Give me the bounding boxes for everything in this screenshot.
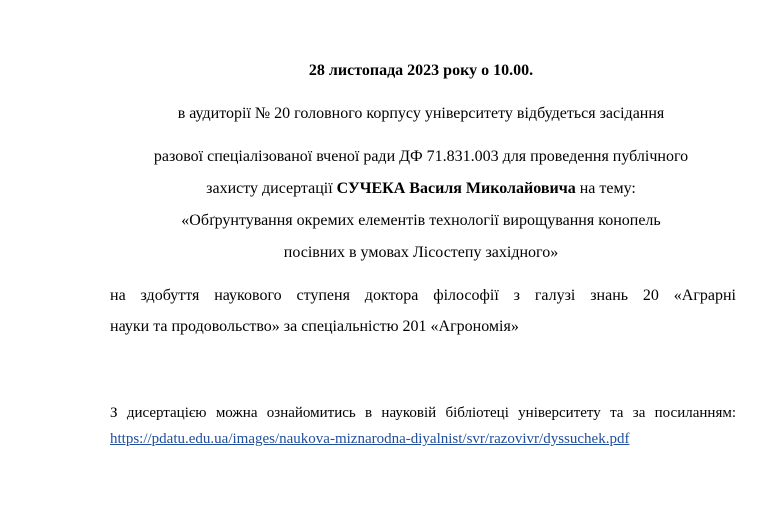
location-line: в аудиторії № 20 головного корпусу університету відбудеться засідання	[177, 105, 665, 122]
dissertation-link[interactable]: https://pdatu.edu.ua/images/naukova-miznarodna-diyalnist/svr/razovivr/dyssuchek.pdf	[110, 431, 630, 447]
council-line: разової спеціалізованої вченої ради ДФ 71.831.003 для проведення публічного	[153, 148, 689, 165]
degree-line-2: науки та продовольство» за спеціальністю 201 «Агрономія»	[110, 318, 519, 335]
dissertation-link-line	[110, 429, 629, 449]
defense-line	[0, 179, 781, 199]
defense-suffix: на тему:	[575, 180, 636, 197]
degree-line-1: на здобуття наукового ступеня доктора філософії з галузі знань 20 «Аграрні	[110, 287, 736, 304]
defense-date-time: 28 листопада 2023 року о 10.00.	[308, 62, 534, 79]
topic-line-1: «Обґрунтування окремих елементів технології вирощування конопель	[181, 212, 661, 229]
library-note: З дисертацією можна ознайомитись в науковій бібліотеці університету та за посиланням:	[110, 405, 736, 421]
candidate-name: СУЧЕКА Василя Миколайовича	[336, 180, 576, 197]
topic-line-2: посівних в умовах Лісостепу західного»	[283, 244, 559, 261]
defense-prefix: захисту дисертації	[206, 180, 337, 197]
